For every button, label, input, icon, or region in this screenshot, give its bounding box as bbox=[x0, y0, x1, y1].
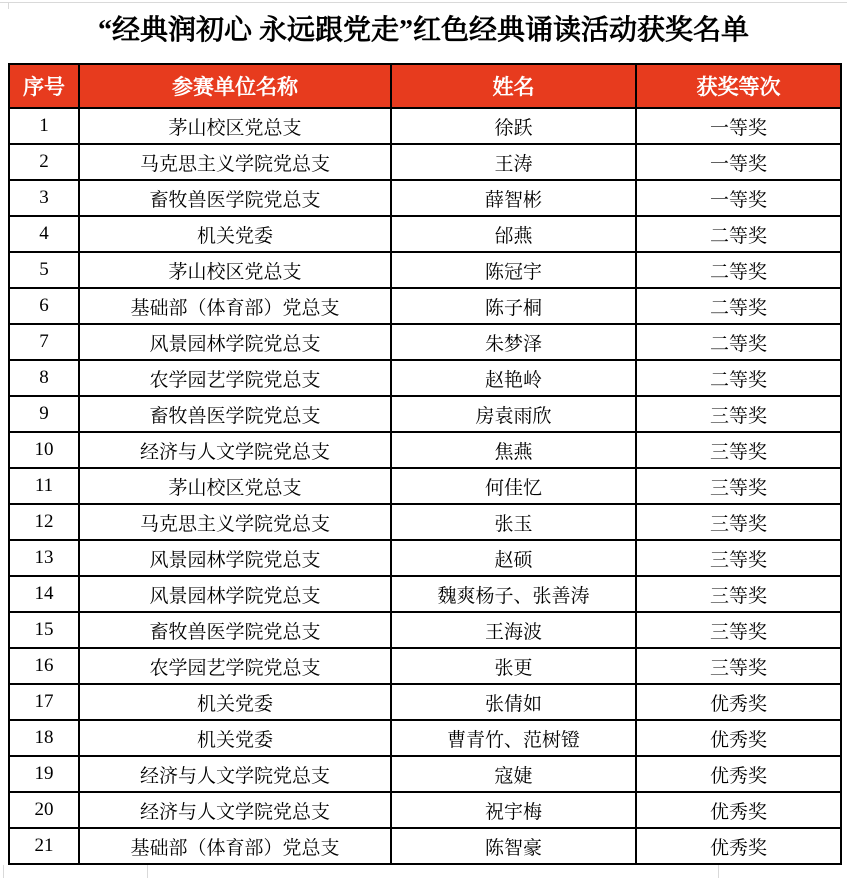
cell-index: 17 bbox=[9, 684, 79, 720]
cell-name: 张更 bbox=[391, 648, 636, 684]
cell-unit: 风景园林学院党总支 bbox=[79, 540, 391, 576]
col-header-name: 姓名 bbox=[391, 64, 636, 108]
header-row bbox=[9, 64, 841, 108]
cell-index: 19 bbox=[9, 756, 79, 792]
cell-name: 魏爽杨子、张善涛 bbox=[391, 576, 636, 612]
cell-award: 二等奖 bbox=[636, 324, 841, 360]
cell-name: 赵艳岭 bbox=[391, 360, 636, 396]
cell-unit: 马克思主义学院党总支 bbox=[79, 504, 391, 540]
table-row bbox=[9, 360, 841, 396]
cell-index: 21 bbox=[9, 828, 79, 864]
table-row bbox=[9, 504, 841, 540]
cell-unit: 经济与人文学院党总支 bbox=[79, 792, 391, 828]
cell-unit: 畜牧兽医学院党总支 bbox=[79, 396, 391, 432]
table-row bbox=[9, 684, 841, 720]
cell-award: 二等奖 bbox=[636, 360, 841, 396]
cell-award: 优秀奖 bbox=[636, 828, 841, 864]
cell-award: 优秀奖 bbox=[636, 720, 841, 756]
cell-index: 5 bbox=[9, 252, 79, 288]
table-row bbox=[9, 108, 841, 144]
col-header-unit: 参赛单位名称 bbox=[79, 64, 391, 108]
table-row bbox=[9, 180, 841, 216]
cell-award: 三等奖 bbox=[636, 468, 841, 504]
cell-unit: 茅山校区党总支 bbox=[79, 108, 391, 144]
cell-index: 15 bbox=[9, 612, 79, 648]
table-header bbox=[9, 64, 841, 108]
cell-index: 1 bbox=[9, 108, 79, 144]
cell-index: 8 bbox=[9, 360, 79, 396]
cell-award: 三等奖 bbox=[636, 504, 841, 540]
cell-award: 一等奖 bbox=[636, 180, 841, 216]
table-row bbox=[9, 396, 841, 432]
cell-unit: 基础部（体育部）党总支 bbox=[79, 828, 391, 864]
cell-award: 优秀奖 bbox=[636, 756, 841, 792]
table-row bbox=[9, 432, 841, 468]
cell-unit: 机关党委 bbox=[79, 216, 391, 252]
cell-index: 7 bbox=[9, 324, 79, 360]
cell-index: 9 bbox=[9, 396, 79, 432]
cell-index: 12 bbox=[9, 504, 79, 540]
cell-name: 焦燕 bbox=[391, 432, 636, 468]
spreadsheet-gridline-stub bbox=[147, 865, 148, 878]
cell-award: 三等奖 bbox=[636, 540, 841, 576]
spreadsheet-gridline-stub bbox=[3, 865, 4, 878]
cell-unit: 风景园林学院党总支 bbox=[79, 576, 391, 612]
table-row bbox=[9, 468, 841, 504]
cell-unit: 农学园艺学院党总支 bbox=[79, 648, 391, 684]
cell-unit: 风景园林学院党总支 bbox=[79, 324, 391, 360]
table-row bbox=[9, 576, 841, 612]
table-row bbox=[9, 144, 841, 180]
cell-name: 陈子桐 bbox=[391, 288, 636, 324]
table-row bbox=[9, 648, 841, 684]
cell-award: 三等奖 bbox=[636, 396, 841, 432]
cell-name: 王涛 bbox=[391, 144, 636, 180]
cell-unit: 机关党委 bbox=[79, 720, 391, 756]
cell-index: 10 bbox=[9, 432, 79, 468]
cell-award: 二等奖 bbox=[636, 288, 841, 324]
cell-award: 三等奖 bbox=[636, 648, 841, 684]
table-row bbox=[9, 612, 841, 648]
cell-award: 优秀奖 bbox=[636, 684, 841, 720]
cell-award: 二等奖 bbox=[636, 216, 841, 252]
cell-unit: 经济与人文学院党总支 bbox=[79, 432, 391, 468]
cell-index: 18 bbox=[9, 720, 79, 756]
table-row bbox=[9, 324, 841, 360]
cell-name: 何佳忆 bbox=[391, 468, 636, 504]
table-row bbox=[9, 792, 841, 828]
cell-name: 曹青竹、范树镫 bbox=[391, 720, 636, 756]
cell-unit: 机关党委 bbox=[79, 684, 391, 720]
col-header-index: 序号 bbox=[9, 64, 79, 108]
cell-index: 6 bbox=[9, 288, 79, 324]
cell-unit: 畜牧兽医学院党总支 bbox=[79, 612, 391, 648]
cell-name: 张倩如 bbox=[391, 684, 636, 720]
cell-name: 赵硕 bbox=[391, 540, 636, 576]
col-header-award: 获奖等次 bbox=[636, 64, 841, 108]
cell-unit: 经济与人文学院党总支 bbox=[79, 756, 391, 792]
cell-unit: 马克思主义学院党总支 bbox=[79, 144, 391, 180]
cell-name: 祝宇梅 bbox=[391, 792, 636, 828]
cell-index: 4 bbox=[9, 216, 79, 252]
cell-name: 朱梦泽 bbox=[391, 324, 636, 360]
cell-unit: 基础部（体育部）党总支 bbox=[79, 288, 391, 324]
cell-name: 陈冠宇 bbox=[391, 252, 636, 288]
cell-award: 优秀奖 bbox=[636, 792, 841, 828]
cell-unit: 农学园艺学院党总支 bbox=[79, 360, 391, 396]
table-row bbox=[9, 288, 841, 324]
cell-unit: 茅山校区党总支 bbox=[79, 252, 391, 288]
cell-index: 13 bbox=[9, 540, 79, 576]
table-row bbox=[9, 828, 841, 864]
page-title: “经典润初心 永远跟党走”红色经典诵读活动获奖名单 bbox=[97, 15, 749, 46]
cell-name: 房袁雨欣 bbox=[391, 396, 636, 432]
cell-unit: 茅山校区党总支 bbox=[79, 468, 391, 504]
cell-name: 邰燕 bbox=[391, 216, 636, 252]
table-row bbox=[9, 216, 841, 252]
cell-index: 3 bbox=[9, 180, 79, 216]
cell-award: 三等奖 bbox=[636, 576, 841, 612]
cell-award: 三等奖 bbox=[636, 432, 841, 468]
cell-name: 张玉 bbox=[391, 504, 636, 540]
cell-award: 一等奖 bbox=[636, 144, 841, 180]
spreadsheet-gridline-top bbox=[0, 2, 847, 3]
table-row bbox=[9, 720, 841, 756]
table-body bbox=[9, 108, 841, 864]
cell-index: 11 bbox=[9, 468, 79, 504]
cell-name: 王海波 bbox=[391, 612, 636, 648]
cell-unit: 畜牧兽医学院党总支 bbox=[79, 180, 391, 216]
cell-name: 寇婕 bbox=[391, 756, 636, 792]
table-row bbox=[9, 540, 841, 576]
cell-award: 二等奖 bbox=[636, 252, 841, 288]
cell-award: 一等奖 bbox=[636, 108, 841, 144]
spreadsheet-gridline-stub bbox=[718, 865, 719, 878]
awards-table bbox=[8, 63, 842, 865]
cell-index: 20 bbox=[9, 792, 79, 828]
cell-index: 16 bbox=[9, 648, 79, 684]
cell-name: 徐跃 bbox=[391, 108, 636, 144]
cell-index: 14 bbox=[9, 576, 79, 612]
table-row bbox=[9, 756, 841, 792]
cell-index: 2 bbox=[9, 144, 79, 180]
cell-name: 陈智豪 bbox=[391, 828, 636, 864]
cell-name: 薛智彬 bbox=[391, 180, 636, 216]
cell-award: 三等奖 bbox=[636, 612, 841, 648]
table-row bbox=[9, 252, 841, 288]
